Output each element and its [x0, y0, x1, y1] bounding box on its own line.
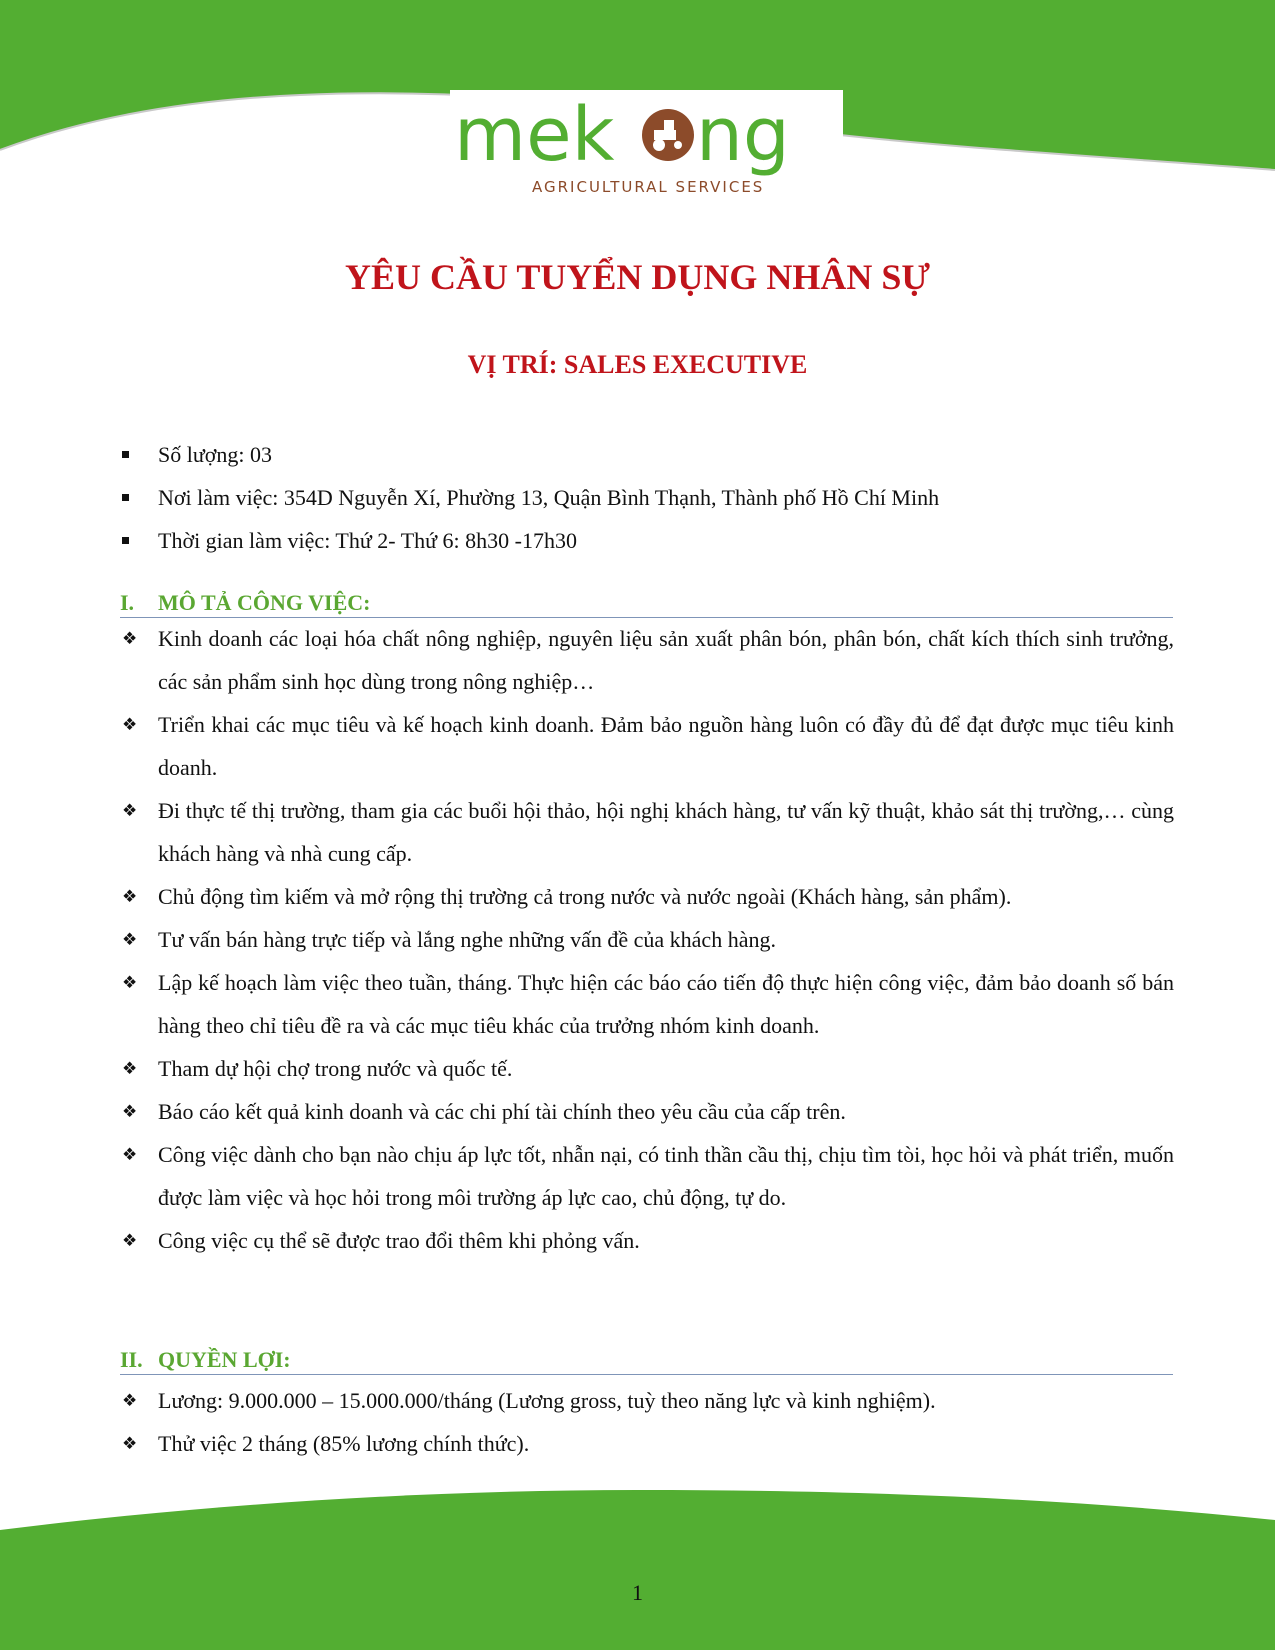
diamond-bullet-icon: ❖: [122, 629, 138, 648]
list-item-text: Tư vấn bán hàng trực tiếp và lắng nghe những vấn đề của khách hàng.: [158, 927, 776, 952]
diamond-bullet-icon: ❖: [122, 715, 138, 734]
info-item: [122, 483, 1172, 526]
square-bullet-icon: [122, 537, 129, 544]
list-item: [122, 1422, 1174, 1465]
diamond-bullet-icon: ❖: [122, 801, 138, 820]
section-number: II.: [120, 1347, 143, 1372]
benefits-list: [122, 1379, 1174, 1465]
list-item: [122, 918, 1174, 961]
list-item: [122, 961, 1174, 1047]
list-item: [122, 703, 1174, 789]
list-item-text: Công việc cụ thể sẽ được trao đổi thêm khi phỏng vấn.: [158, 1228, 640, 1253]
company-logo: [450, 90, 843, 208]
footer-wave-decoration: [0, 1480, 1275, 1650]
diamond-bullet-icon: ❖: [122, 1434, 138, 1453]
square-bullet-icon: [122, 451, 129, 458]
section-number: I.: [120, 590, 135, 615]
logo-tagline: AGRICULTURAL SERVICES: [532, 178, 765, 196]
diamond-bullet-icon: ❖: [122, 930, 138, 949]
list-item-text: Lập kế hoạch làm việc theo tuần, tháng. Thực hiện các báo cáo tiến độ thực hiện công việc, đảm bảo doanh số bán hàng theo chỉ tiêu đề ra và các mục tiêu khác của trưởng nhóm kinh doanh.: [158, 970, 1174, 1038]
section-heading-text: QUYỀN LỢI:: [158, 1347, 291, 1372]
page-number: 1: [632, 1580, 643, 1605]
diamond-bullet-icon: ❖: [122, 1102, 138, 1121]
list-item-text: Đi thực tế thị trường, tham gia các buổi hội thảo, hội nghị khách hàng, tư vấn kỹ thuật, khảo sát thị trường,… cùng khách hàng và nhà cung cấp.: [158, 798, 1174, 866]
diamond-bullet-icon: ❖: [122, 973, 138, 992]
diamond-bullet-icon: ❖: [122, 887, 138, 906]
list-item: [122, 789, 1174, 875]
list-item-text: Công việc dành cho bạn nào chịu áp lực tốt, nhẫn nại, có tinh thần cầu thị, chịu tìm tòi, học hỏi và phát triển, muốn được làm việc và học hỏi trong môi trường áp lực cao, chủ động, tự do.: [158, 1142, 1174, 1210]
list-item-text: Tham dự hội chợ trong nước và quốc tế.: [158, 1056, 513, 1081]
square-bullet-icon: [122, 494, 129, 501]
job-info-list: [122, 440, 1172, 569]
list-item: [122, 1219, 1174, 1262]
info-item: [122, 526, 1172, 569]
list-item-text: Báo cáo kết quả kinh doanh và các chi phí tài chính theo yêu cầu của cấp trên.: [158, 1099, 846, 1124]
diamond-bullet-icon: ❖: [122, 1059, 138, 1078]
list-item: [122, 617, 1174, 703]
section-benefits-heading: [120, 1347, 1173, 1375]
list-item: [122, 1133, 1174, 1219]
section-job-description-heading: [120, 590, 1173, 618]
job-description-list: [122, 617, 1174, 1262]
list-item-text: Lương: 9.000.000 – 15.000.000/tháng (Lương gross, tuỳ theo năng lực và kinh nghiệm).: [158, 1388, 936, 1413]
info-text: Thời gian làm việc: Thứ 2- Thứ 6: 8h30 -17h30: [158, 528, 577, 553]
list-item: [122, 1047, 1174, 1090]
section-heading-text: MÔ TẢ CÔNG VIỆC:: [158, 590, 371, 615]
info-item: [122, 440, 1172, 483]
diamond-bullet-icon: ❖: [122, 1231, 138, 1250]
info-text: Nơi làm việc: 354D Nguyễn Xí, Phường 13, Quận Bình Thạnh, Thành phố Hồ Chí Minh: [158, 485, 940, 510]
logo-wordmark-part-mek: mek: [454, 92, 615, 178]
position-subtitle: VỊ TRÍ: SALES EXECUTIVE: [467, 350, 808, 379]
list-item: [122, 1090, 1174, 1133]
list-item-text: Triển khai các mục tiêu và kế hoạch kinh doanh. Đảm bảo nguồn hàng luôn có đầy đủ để đạt được mục tiêu kinh doanh.: [158, 712, 1174, 780]
info-text: Số lượng: 03: [158, 442, 273, 467]
diamond-bullet-icon: ❖: [122, 1391, 138, 1410]
logo-wordmark-part-ng: ng: [696, 92, 790, 178]
diamond-bullet-icon: ❖: [122, 1145, 138, 1164]
list-item: [122, 1379, 1174, 1422]
list-item-text: Chủ động tìm kiếm và mở rộng thị trường cả trong nước và nước ngoài (Khách hàng, sản phẩm).: [158, 884, 1012, 909]
list-item: [122, 875, 1174, 918]
document-title: YÊU CẦU TUYỂN DỤNG NHÂN SỰ: [344, 257, 931, 297]
list-item-text: Thử việc 2 tháng (85% lương chính thức).: [158, 1431, 530, 1456]
list-item-text: Kinh doanh các loại hóa chất nông nghiệp, nguyên liệu sản xuất phân bón, phân bón, chất kích thích sinh trưởng, các sản phẩm sinh học dùng trong nông nghiệp…: [158, 626, 1174, 694]
